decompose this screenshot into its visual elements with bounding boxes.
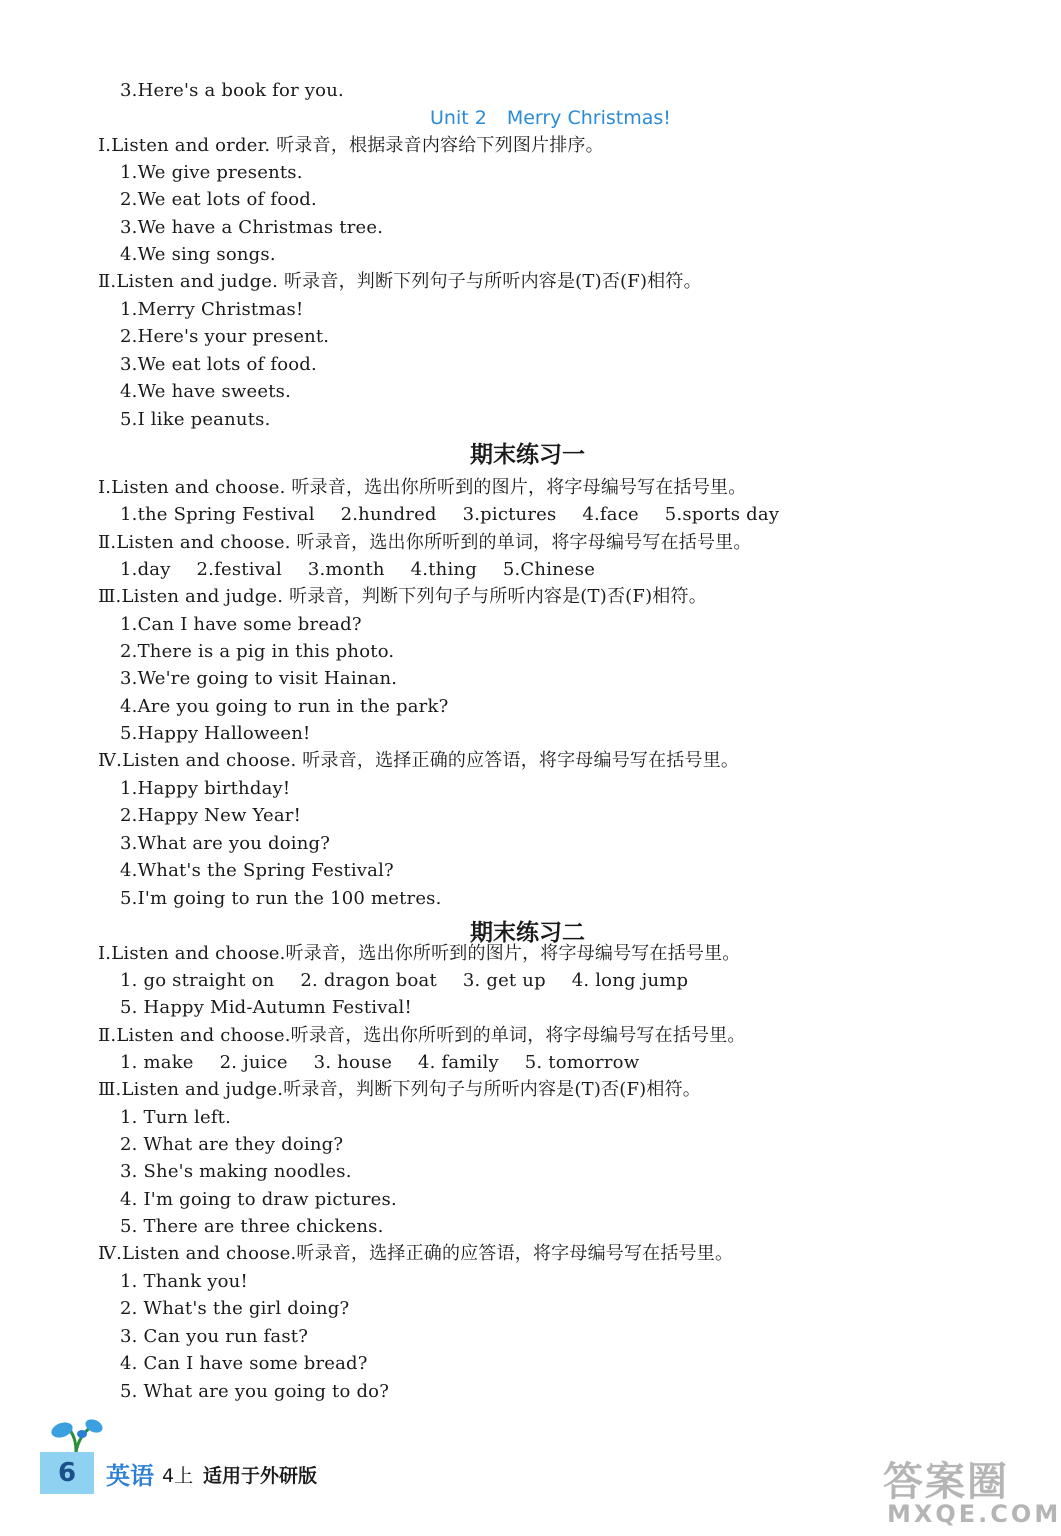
row-item: 5.Chinese xyxy=(502,559,596,580)
list-item: 5. There are three chickens. xyxy=(120,1216,384,1237)
list-item: 4. I'm going to draw pictures. xyxy=(120,1189,397,1210)
section-header: Ⅰ.Listen and choose. 听录音，选出你所听到的图片，将字母编号写在括号里。 xyxy=(98,477,747,498)
page-footer xyxy=(40,1418,440,1498)
watermark-bottom: MXQE.COM xyxy=(887,1500,1061,1528)
page-number: 6 xyxy=(40,1452,94,1494)
unit-name: Merry Christmas! xyxy=(506,107,671,129)
list-item: 3.We have a Christmas tree. xyxy=(120,217,384,238)
list-item: 4.What's the Spring Festival? xyxy=(120,860,394,881)
list-item: 1. Turn left. xyxy=(120,1107,232,1128)
list-item: 2.Happy New Year! xyxy=(120,805,302,826)
subject-label: 英语 xyxy=(106,1462,154,1490)
row-item: 4. family xyxy=(418,1052,499,1073)
word-row xyxy=(120,556,615,583)
list-item: 4.Are you going to run in the park? xyxy=(120,696,449,717)
list-item: 5. What are you going to do? xyxy=(120,1381,390,1402)
unit-number: Unit 2 xyxy=(430,107,487,129)
list-item: 5.I like peanuts. xyxy=(120,409,271,430)
row-item: 1. make xyxy=(120,1052,194,1073)
row-item: 3. get up xyxy=(462,970,546,991)
list-item: 1.Happy birthday! xyxy=(120,778,291,799)
row-item: 3. house xyxy=(313,1052,393,1073)
row-item: 4. long jump xyxy=(571,970,689,991)
section-header: Ⅰ.Listen and choose.听录音，选出你所听到的图片，将字母编号写在括号里。 xyxy=(98,943,741,964)
word-row xyxy=(120,967,708,994)
row-item: 3.pictures xyxy=(462,504,557,525)
list-item: 1. Thank you! xyxy=(120,1271,248,1292)
list-item: 2. What's the girl doing? xyxy=(120,1298,350,1319)
list-item: 5. Happy Mid-Autumn Festival! xyxy=(120,997,412,1018)
list-item: 3.We're going to visit Hainan. xyxy=(120,668,398,689)
row-item: 5. tomorrow xyxy=(524,1052,640,1073)
row-item: 4.thing xyxy=(410,559,477,580)
section-header: Ⅱ.Listen and judge. 听录音，判断下列句子与所听内容是(T)否(F)相符。 xyxy=(98,271,702,292)
section-header: Ⅱ.Listen and choose. 听录音，选出你所听到的单词，将字母编号写在括号里。 xyxy=(98,532,752,553)
grade-label: 4上 xyxy=(162,1465,194,1487)
exam-title-2: 期末练习二 xyxy=(470,920,585,946)
row-item: 1.day xyxy=(120,559,171,580)
section-header: Ⅳ.Listen and choose. 听录音，选择正确的应答语，将字母编号写在括号里。 xyxy=(98,750,740,771)
list-item: 2.We eat lots of food. xyxy=(120,189,317,210)
list-item: 3. She's making noodles. xyxy=(120,1161,352,1182)
row-item: 2.hundred xyxy=(340,504,437,525)
list-item: 3.What are you doing? xyxy=(120,833,331,854)
exam-title-1: 期末练习一 xyxy=(470,442,585,468)
watermark-top: 答案圈 xyxy=(883,1459,1009,1505)
section-header: Ⅱ.Listen and choose.听录音，选出你所听到的单词，将字母编号写在括号里。 xyxy=(98,1025,746,1046)
section-header: Ⅲ.Listen and judge. 听录音，判断下列句子与所听内容是(T)否(F)相符。 xyxy=(98,586,707,607)
list-item: 3. Can you run fast? xyxy=(120,1326,309,1347)
list-item: 1.We give presents. xyxy=(120,162,303,183)
unit-title xyxy=(430,107,671,129)
row-item: 1. go straight on xyxy=(120,970,275,991)
row-item: 2. dragon boat xyxy=(300,970,437,991)
row-item: 4.face xyxy=(582,504,639,525)
row-item: 2.festival xyxy=(196,559,282,580)
word-row xyxy=(120,501,799,528)
list-item: 1.Can I have some bread? xyxy=(120,614,362,635)
list-item: 2.Here's your present. xyxy=(120,326,330,347)
list-item: 2. What are they doing? xyxy=(120,1134,344,1155)
section-header: Ⅳ.Listen and choose.听录音，选择正确的应答语，将字母编号写在括号里。 xyxy=(98,1243,734,1264)
list-item: 4.We have sweets. xyxy=(120,381,291,402)
list-item: 2.There is a pig in this photo. xyxy=(120,641,395,662)
list-item: 5.Happy Halloween! xyxy=(120,723,311,744)
edition-label: 适用于外研版 xyxy=(203,1465,318,1487)
row-item: 1.the Spring Festival xyxy=(120,504,315,525)
sprout-icon xyxy=(48,1418,104,1452)
row-item: 5.sports day xyxy=(664,504,780,525)
row-item: 2. juice xyxy=(219,1052,288,1073)
list-item: 4. Can I have some bread? xyxy=(120,1353,368,1374)
list-item: 4.We sing songs. xyxy=(120,244,276,265)
list-item: 5.I'm going to run the 100 metres. xyxy=(120,888,442,909)
list-item: 1.Merry Christmas! xyxy=(120,299,304,320)
watermark-logo xyxy=(879,1448,1061,1532)
section-header: Ⅰ.Listen and order. 听录音，根据录音内容给下列图片排序。 xyxy=(98,135,604,156)
list-item: 3.We eat lots of food. xyxy=(120,354,317,375)
row-item: 3.month xyxy=(307,559,385,580)
answer-line: 3.Here's a book for you. xyxy=(120,80,344,101)
section-header: Ⅲ.Listen and judge.听录音，判断下列句子与所听内容是(T)否(F)相符。 xyxy=(98,1079,701,1100)
word-row xyxy=(120,1049,659,1076)
